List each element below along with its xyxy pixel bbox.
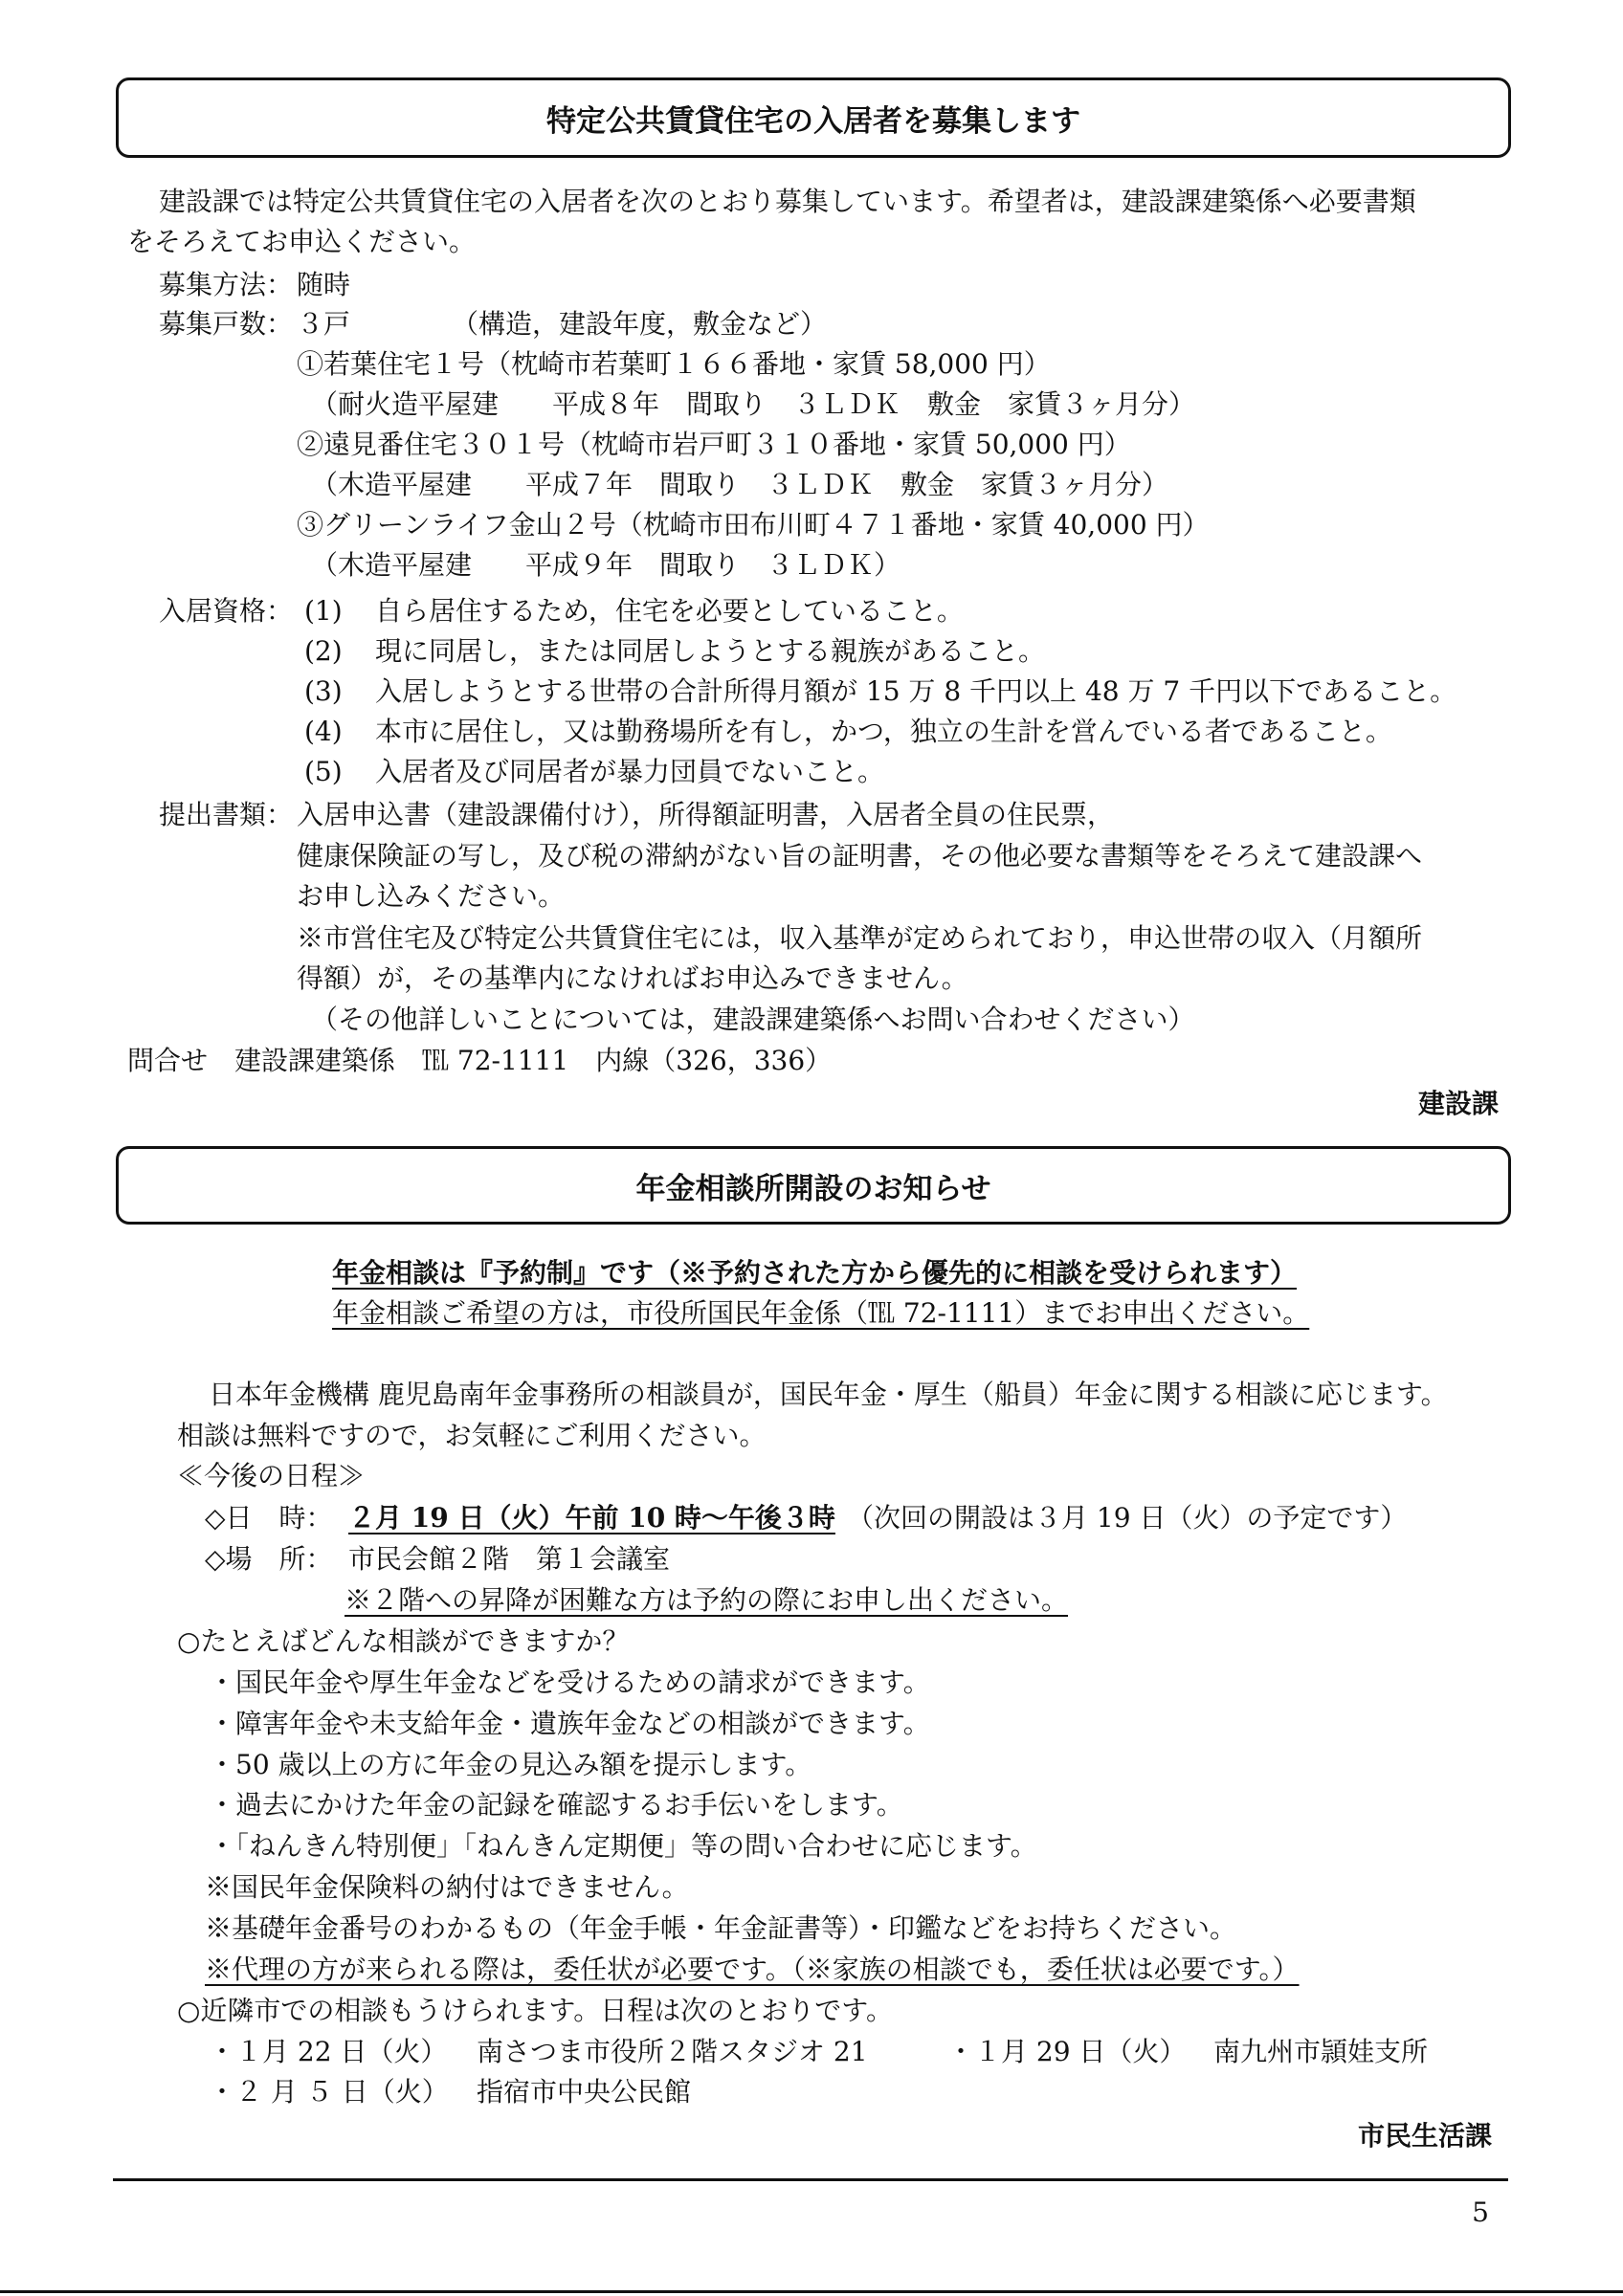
documents-line-6: （その他詳しいことについては，建設課建築係へお問い合わせください） — [311, 1004, 1195, 1035]
qualification-2-text: 現に同居し，または同居しようとする親族があること。 — [375, 635, 1046, 667]
section1-title-box — [116, 77, 1511, 158]
units-label: 募集戸数： — [159, 308, 294, 340]
page-number: 5 — [1472, 2197, 1489, 2228]
qualification-5-text: 入居者及び同居者が暴力団員でないこと。 — [375, 756, 885, 787]
documents-line-3: お申し込みください。 — [297, 880, 566, 912]
date-label: ◇日 時： — [205, 1502, 333, 1534]
house-1-detail: （耐火造平屋建 平成８年 間取り ３ＬＤＫ 敷金 家賃３ヶ月分） — [311, 388, 1196, 420]
consultation-item-1: ・国民年金や厚生年金などを受けるための請求ができます。 — [209, 1667, 930, 1698]
qualification-3-text: 入居しようとする世帯の合計所得月額が 15 万 8 千円以上 48 万 7 千円以下であること。 — [375, 675, 1457, 707]
qualification-4-num: (4) — [304, 716, 343, 747]
section1-intro-line2: をそろえてお申込ください。 — [127, 226, 477, 257]
footer-rule — [113, 2178, 1508, 2181]
qualification-1-text: 自ら居住するため，住宅を必要としていること。 — [375, 595, 964, 627]
note-2: ※基礎年金番号のわかるもの（年金手帳・年金証書等）・印鑑などをお持ちください。 — [205, 1912, 1237, 1944]
qualification-2-num: (2) — [304, 635, 343, 667]
section1-intro-line1: 建設課では特定公共賃貸住宅の入居者を次のとおり募集しています。希望者は，建設課建築係へ必要書類 — [159, 186, 1416, 217]
nearby-1-place: 南さつま市役所２階スタジオ 21 — [477, 2036, 868, 2067]
consultation-examples-heading: ○たとえばどんな相談ができますか？ — [177, 1625, 630, 1657]
date-value: ２月 19 日（火）午前 10 時～午後３時 — [348, 1502, 835, 1534]
note-3: ※代理の方が来られる際は，委任状が必要です。（※家族の相談でも，委任状は必要です。） — [205, 1954, 1300, 1985]
place-note: ※２階への昇降が困難な方は予約の際にお申し出ください。 — [345, 1584, 1069, 1616]
house-2-detail: （木造平屋建 平成７年 間取り ３ＬＤＫ 敷金 家賃３ヶ月分） — [311, 469, 1169, 500]
section1-title: 特定公共賃貸住宅の入居者を募集します — [546, 103, 1080, 139]
place-value: 市民会館２階 第１会議室 — [348, 1543, 671, 1575]
consultation-item-2: ・障害年金や未支給年金・遺族年金などの相談ができます。 — [209, 1708, 930, 1739]
nearby-3-place: 指宿市中央公民館 — [477, 2076, 692, 2108]
house-3-detail: （木造平屋建 平成９年 間取り ３ＬＤＫ） — [311, 549, 901, 581]
house-3-line: ③グリーンライフ金山２号（枕崎市田布川町４７１番地・家賃 40,000 円） — [297, 509, 1210, 541]
schedule-heading: ≪今後の日程≫ — [177, 1460, 366, 1491]
date-note: （次回の開設は３月 19 日（火）の予定です） — [847, 1502, 1408, 1534]
method-label: 募集方法： — [159, 269, 294, 300]
application-notice: 年金相談ご希望の方は，市役所国民年金係（℡ 72-1111）までお申出ください。 — [332, 1297, 1310, 1329]
section2-title: 年金相談所開設のお知らせ — [635, 1171, 991, 1206]
nearby-2-place: 南九州市頴娃支所 — [1213, 2036, 1429, 2067]
section2-department: 市民生活課 — [1357, 2120, 1492, 2152]
nearby-1-date: ・１月 22 日（火） — [209, 2036, 448, 2067]
section2-intro-line1: 日本年金機構 鹿児島南年金事務所の相談員が，国民年金・厚生（船員）年金に関する相談に応じます。 — [209, 1379, 1448, 1410]
documents-line-2: 健康保険証の写し，及び税の滞納がない旨の証明書，その他必要な書類等をそろえて建設課へ — [297, 840, 1423, 872]
section1-department: 建設課 — [1417, 1088, 1499, 1119]
section2-intro-line2: 相談は無料ですので，お気軽にご利用ください。 — [177, 1420, 767, 1451]
consultation-item-4: ・過去にかけた年金の記録を確認するお手伝いをします。 — [209, 1789, 903, 1821]
consultation-item-3: ・50 歳以上の方に年金の見込み額を提示します。 — [209, 1749, 812, 1780]
place-label: ◇場 所： — [205, 1543, 333, 1575]
note-1: ※国民年金保険料の納付はできません。 — [205, 1871, 689, 1903]
nearby-3-date: ・２ 月 ５ 日（火） — [209, 2076, 449, 2108]
qualification-3-num: (3) — [304, 675, 343, 707]
documents-line-1: 入居申込書（建設課備付け），所得額証明書，入居者全員の住民票， — [297, 799, 1115, 830]
units-value: ３戸 — [297, 308, 351, 340]
house-2-line: ②遠見番住宅３０１号（枕崎市岩戸町３１０番地・家賃 50,000 円） — [297, 429, 1131, 460]
documents-label: 提出書類： — [159, 799, 294, 830]
qualification-1-num: (1) — [304, 595, 343, 627]
nearby-heading: ○近隣市での相談もうけられます。日程は次のとおりです。 — [177, 1995, 893, 2026]
documents-line-4: ※市営住宅及び特定公共賃貸住宅には，収入基準が定められており，申込世帯の収入（月額所 — [297, 922, 1423, 954]
consultation-item-5: ・「ねんきん特別便」「ねんきん定期便」等の問い合わせに応じます。 — [209, 1830, 1037, 1862]
units-note: （構造，建設年度，敷金など） — [452, 308, 828, 340]
qualification-label: 入居資格： — [159, 595, 294, 627]
section1-contact: 問合せ 建設課建築係 ℡ 72-1111 内線（326，336） — [127, 1045, 833, 1076]
page-bottom-rule — [0, 2290, 1623, 2293]
qualification-5-num: (5) — [304, 756, 343, 787]
house-1-line: ①若葉住宅１号（枕崎市若葉町１６６番地・家賃 58,000 円） — [297, 348, 1051, 380]
qualification-4-text: 本市に居住し，又は勤務場所を有し，かつ，独立の生計を営んでいる者であること。 — [375, 716, 1392, 747]
documents-line-5: 得額）が，その基準内になければお申込みできません。 — [297, 962, 968, 994]
reservation-notice: 年金相談は『予約制』です（※予約された方から優先的に相談を受けられます） — [332, 1257, 1298, 1289]
nearby-2-date: ・１月 29 日（火） — [947, 2036, 1187, 2067]
section2-title-box — [116, 1146, 1511, 1225]
method-value: 随時 — [297, 269, 351, 300]
